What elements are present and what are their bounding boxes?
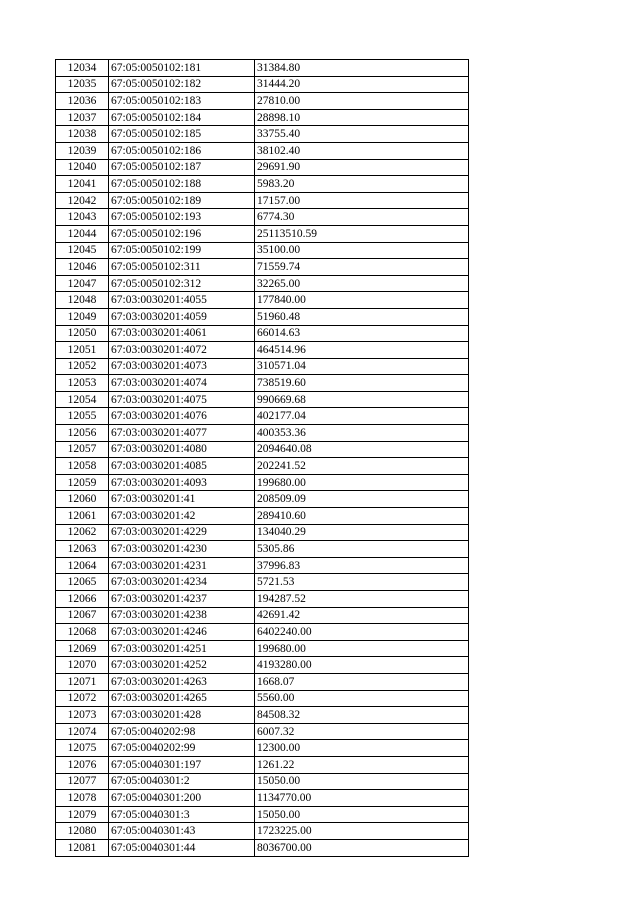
table-row [56,342,469,359]
cadastral-value-cell: 199680.00 [255,474,469,491]
cadastral-value-cell: 202241.52 [255,458,469,475]
cadastral-value-cell: 194287.52 [255,591,469,608]
cadastral-value-cell: 5721.53 [255,574,469,591]
cadastral-value-cell: 6007.32 [255,723,469,740]
cadastral-value-cell: 29691.90 [255,159,469,176]
cadastral-number-cell: 67:05:0040202:98 [109,723,255,740]
cadastral-value-cell: 5983.20 [255,176,469,193]
table-row [56,126,469,143]
table-row [56,441,469,458]
row-number-cell: 12034 [56,60,109,77]
table-row [56,723,469,740]
row-number-cell: 12080 [56,823,109,840]
cadastral-value-cell: 6402240.00 [255,624,469,641]
cadastral-number-cell: 67:03:0030201:4251 [109,640,255,657]
cadastral-value-cell: 35100.00 [255,242,469,259]
row-number-cell: 12057 [56,441,109,458]
row-number-cell: 12078 [56,790,109,807]
cadastral-number-cell: 67:03:0030201:4230 [109,541,255,558]
table-row [56,756,469,773]
row-number-cell: 12070 [56,657,109,674]
row-number-cell: 12047 [56,275,109,292]
row-number-cell: 12043 [56,209,109,226]
row-number-cell: 12077 [56,773,109,790]
table-body [56,60,469,857]
table-row [56,591,469,608]
cadastral-value-cell: 38102.40 [255,142,469,159]
row-number-cell: 12058 [56,458,109,475]
cadastral-number-cell: 67:05:0050102:187 [109,159,255,176]
cadastral-number-cell: 67:03:0030201:4265 [109,690,255,707]
cadastral-number-cell: 67:05:0050102:312 [109,275,255,292]
cadastral-number-cell: 67:03:0030201:41 [109,491,255,508]
row-number-cell: 12054 [56,391,109,408]
cadastral-value-cell: 33755.40 [255,126,469,143]
row-number-cell: 12066 [56,591,109,608]
table-row [56,275,469,292]
row-number-cell: 12046 [56,259,109,276]
table-row [56,408,469,425]
cadastral-number-cell: 67:05:0050102:183 [109,93,255,110]
cadastral-number-cell: 67:03:0030201:4076 [109,408,255,425]
cadastral-value-cell: 1723225.00 [255,823,469,840]
table-row [56,159,469,176]
cadastral-value-cell: 51960.48 [255,308,469,325]
table-row [56,192,469,209]
cadastral-value-cell: 15050.00 [255,773,469,790]
table-row [56,292,469,309]
cadastral-number-cell: 67:05:0050102:181 [109,60,255,77]
row-number-cell: 12072 [56,690,109,707]
row-number-cell: 12044 [56,225,109,242]
cadastral-value-cell: 1668.07 [255,673,469,690]
row-number-cell: 12074 [56,723,109,740]
table-row [56,839,469,856]
cadastral-number-cell: 67:05:0050102:199 [109,242,255,259]
row-number-cell: 12052 [56,358,109,375]
cadastral-number-cell: 67:03:0030201:4073 [109,358,255,375]
cadastral-number-cell: 67:03:0030201:4080 [109,441,255,458]
table-row [56,574,469,591]
cadastral-value-cell: 17157.00 [255,192,469,209]
cadastral-value-cell: 1261.22 [255,756,469,773]
table-row [56,690,469,707]
cadastral-value-cell: 25113510.59 [255,225,469,242]
cadastral-number-cell: 67:03:0030201:4229 [109,524,255,541]
cadastral-value-cell: 990669.68 [255,391,469,408]
cadastral-value-cell: 12300.00 [255,740,469,757]
cadastral-number-cell: 67:03:0030201:4072 [109,342,255,359]
cadastral-number-cell: 67:03:0030201:4085 [109,458,255,475]
table-row [56,823,469,840]
row-number-cell: 12051 [56,342,109,359]
cadastral-value-cell: 31384.80 [255,60,469,77]
table-row [56,109,469,126]
table-row [56,209,469,226]
row-number-cell: 12075 [56,740,109,757]
cadastral-number-cell: 67:05:0040202:99 [109,740,255,757]
cadastral-number-cell: 67:05:0040301:43 [109,823,255,840]
table-row [56,458,469,475]
row-number-cell: 12039 [56,142,109,159]
table-row [56,624,469,641]
cadastral-number-cell: 67:03:0030201:4059 [109,308,255,325]
cadastral-value-cell: 28898.10 [255,109,469,126]
table-row [56,773,469,790]
cadastral-value-cell: 310571.04 [255,358,469,375]
row-number-cell: 12061 [56,508,109,525]
table-row [56,491,469,508]
table-row [56,541,469,558]
row-number-cell: 12062 [56,524,109,541]
cadastral-number-cell: 67:05:0050102:311 [109,259,255,276]
table-row [56,259,469,276]
cadastral-value-cell: 4193280.00 [255,657,469,674]
row-number-cell: 12067 [56,607,109,624]
table-row [56,308,469,325]
cadastral-number-cell: 67:03:0030201:4077 [109,425,255,442]
table-row [56,474,469,491]
row-number-cell: 12055 [56,408,109,425]
row-number-cell: 12038 [56,126,109,143]
cadastral-number-cell: 67:03:0030201:4231 [109,557,255,574]
cadastral-value-cell: 31444.20 [255,76,469,93]
table-row [56,176,469,193]
cadastral-value-cell: 66014.63 [255,325,469,342]
cadastral-value-cell: 15050.00 [255,806,469,823]
table-row [56,508,469,525]
cadastral-value-cell: 27810.00 [255,93,469,110]
table-row [56,142,469,159]
table-row [56,76,469,93]
cadastral-value-cell: 289410.60 [255,508,469,525]
table-row [56,93,469,110]
row-number-cell: 12042 [56,192,109,209]
cadastral-value-cell: 8036700.00 [255,839,469,856]
cadastral-number-cell: 67:05:0040301:2 [109,773,255,790]
cadastral-value-cell: 199680.00 [255,640,469,657]
row-number-cell: 12079 [56,806,109,823]
row-number-cell: 12065 [56,574,109,591]
cadastral-value-cell: 84508.32 [255,707,469,724]
cadastral-value-table [55,59,469,857]
row-number-cell: 12069 [56,640,109,657]
row-number-cell: 12049 [56,308,109,325]
cadastral-number-cell: 67:03:0030201:4074 [109,375,255,392]
cadastral-value-cell: 134040.29 [255,524,469,541]
row-number-cell: 12040 [56,159,109,176]
cadastral-number-cell: 67:03:0030201:428 [109,707,255,724]
row-number-cell: 12053 [56,375,109,392]
table-row [56,325,469,342]
table-row [56,375,469,392]
row-number-cell: 12037 [56,109,109,126]
row-number-cell: 12048 [56,292,109,309]
row-number-cell: 12071 [56,673,109,690]
cadastral-number-cell: 67:03:0030201:4246 [109,624,255,641]
cadastral-value-cell: 464514.96 [255,342,469,359]
table-row [56,242,469,259]
row-number-cell: 12041 [56,176,109,193]
table-row [56,425,469,442]
table-row [56,657,469,674]
row-number-cell: 12036 [56,93,109,110]
cadastral-number-cell: 67:03:0030201:4238 [109,607,255,624]
table-row [56,740,469,757]
cadastral-number-cell: 67:05:0050102:185 [109,126,255,143]
row-number-cell: 12073 [56,707,109,724]
table-row [56,707,469,724]
cadastral-value-cell: 400353.36 [255,425,469,442]
cadastral-number-cell: 67:05:0040301:200 [109,790,255,807]
cadastral-value-cell: 32265.00 [255,275,469,292]
table-row [56,673,469,690]
row-number-cell: 12063 [56,541,109,558]
cadastral-number-cell: 67:05:0050102:188 [109,176,255,193]
row-number-cell: 12050 [56,325,109,342]
row-number-cell: 12064 [56,557,109,574]
cadastral-value-cell: 2094640.08 [255,441,469,458]
row-number-cell: 12060 [56,491,109,508]
cadastral-number-cell: 67:05:0050102:193 [109,209,255,226]
table-row [56,524,469,541]
cadastral-value-cell: 37996.83 [255,557,469,574]
row-number-cell: 12045 [56,242,109,259]
cadastral-value-cell: 402177.04 [255,408,469,425]
table-row [56,60,469,77]
table-row [56,391,469,408]
cadastral-number-cell: 67:03:0030201:4234 [109,574,255,591]
table-row [56,225,469,242]
table-row [56,806,469,823]
table-row [56,358,469,375]
table-row [56,557,469,574]
row-number-cell: 12035 [56,76,109,93]
cadastral-number-cell: 67:03:0030201:4093 [109,474,255,491]
cadastral-number-cell: 67:03:0030201:4075 [109,391,255,408]
row-number-cell: 12081 [56,839,109,856]
cadastral-number-cell: 67:03:0030201:4263 [109,673,255,690]
cadastral-value-cell: 208509.09 [255,491,469,508]
cadastral-value-cell: 1134770.00 [255,790,469,807]
row-number-cell: 12056 [56,425,109,442]
table-row [56,790,469,807]
cadastral-number-cell: 67:03:0030201:4237 [109,591,255,608]
cadastral-value-cell: 177840.00 [255,292,469,309]
cadastral-number-cell: 67:05:0050102:184 [109,109,255,126]
table-row [56,640,469,657]
cadastral-value-cell: 738519.60 [255,375,469,392]
cadastral-number-cell: 67:03:0030201:4055 [109,292,255,309]
cadastral-number-cell: 67:03:0030201:4252 [109,657,255,674]
cadastral-value-cell: 71559.74 [255,259,469,276]
row-number-cell: 12059 [56,474,109,491]
cadastral-number-cell: 67:05:0040301:3 [109,806,255,823]
cadastral-number-cell: 67:05:0050102:196 [109,225,255,242]
cadastral-number-cell: 67:05:0050102:186 [109,142,255,159]
row-number-cell: 12076 [56,756,109,773]
cadastral-value-cell: 42691.42 [255,607,469,624]
cadastral-value-cell: 5305.86 [255,541,469,558]
cadastral-number-cell: 67:05:0050102:189 [109,192,255,209]
row-number-cell: 12068 [56,624,109,641]
table-row [56,607,469,624]
cadastral-value-cell: 5560.00 [255,690,469,707]
cadastral-number-cell: 67:05:0040301:197 [109,756,255,773]
cadastral-number-cell: 67:03:0030201:42 [109,508,255,525]
cadastral-number-cell: 67:03:0030201:4061 [109,325,255,342]
cadastral-number-cell: 67:05:0040301:44 [109,839,255,856]
cadastral-value-cell: 6774.30 [255,209,469,226]
cadastral-number-cell: 67:05:0050102:182 [109,76,255,93]
